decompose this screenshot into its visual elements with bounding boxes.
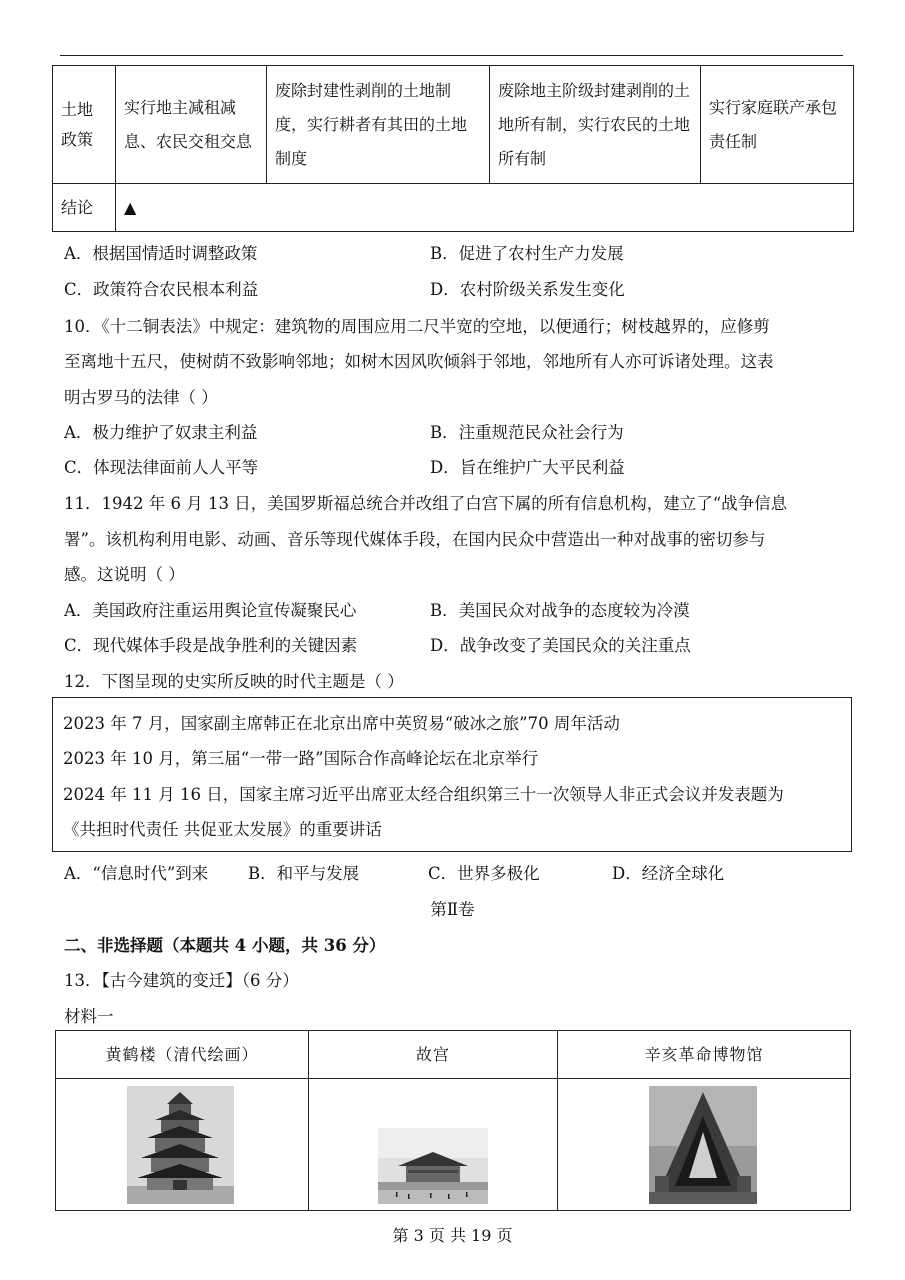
q12-box-line-3: 2024 年 11 月 16 日，国家主席习近平出席亚太经合组织第三十一次领导人非正式会议并发表题为 bbox=[63, 785, 784, 804]
q12-option-a[interactable]: A．“信息时代”到来 bbox=[64, 864, 209, 883]
q12-box-line-4: 《共担时代责任 共促亚太发展》的重要讲话 bbox=[63, 820, 382, 839]
policy-cell-4: 实行家庭联产承包责任制 bbox=[701, 66, 854, 184]
q11-option-d[interactable]: D．战争改变了美国民众的关注重点 bbox=[430, 636, 691, 655]
header-rule bbox=[60, 55, 843, 56]
q10-option-a[interactable]: A．极力维护了奴隶主利益 bbox=[64, 423, 258, 442]
q10-option-d[interactable]: D．旨在维护广大平民利益 bbox=[430, 458, 625, 477]
q11-stem-line-1: 11．1942 年 6 月 13 日，美国罗斯福总统合并改组了白宫下属的所有信息机构，建立了“战争信息 bbox=[64, 494, 788, 513]
q12-box-line-2: 2023 年 10 月，第三届“一带一路”国际合作高峰论坛在北京举行 bbox=[63, 749, 539, 768]
q12-option-c[interactable]: C．世界多极化 bbox=[428, 864, 540, 883]
row-label-land-policy: 土地政策 bbox=[53, 66, 116, 184]
q9-option-c[interactable]: C．政策符合农民根本利益 bbox=[64, 280, 259, 299]
policy-cell-1: 实行地主减租减息、农民交租交息 bbox=[116, 66, 267, 184]
page-footer: 第 3 页 共 19 页 bbox=[392, 1226, 513, 1245]
volume-title: 第Ⅱ卷 bbox=[430, 900, 475, 919]
header-revolution-museum: 辛亥革命博物馆 bbox=[558, 1031, 851, 1079]
q12-option-d[interactable]: D．经济全球化 bbox=[612, 864, 725, 883]
header-yellow-crane-tower: 黄鹤楼（清代绘画） bbox=[56, 1031, 309, 1079]
q12-box-line-1: 2023 年 7 月，国家副主席韩正在北京出席中英贸易“破冰之旅”70 周年活动 bbox=[63, 714, 620, 733]
q9-option-a[interactable]: A．根据国情适时调整政策 bbox=[64, 244, 258, 263]
header-forbidden-city: 故宫 bbox=[309, 1031, 558, 1079]
q9-option-d[interactable]: D．农村阶级关系发生变化 bbox=[430, 280, 625, 299]
conclusion-value: ▲ bbox=[116, 184, 854, 232]
q10-stem-line-3: 明古罗马的法律（ ） bbox=[64, 388, 218, 407]
yellow-crane-tower-image bbox=[127, 1086, 234, 1204]
q9-option-b[interactable]: B．促进了农村生产力发展 bbox=[430, 244, 624, 263]
q11-option-b[interactable]: B．美国民众对战争的态度较为冷漠 bbox=[430, 601, 690, 620]
q12-material-box bbox=[52, 697, 852, 852]
q12-option-b[interactable]: B．和平与发展 bbox=[248, 864, 360, 883]
q11-stem-line-3: 感。这说明（ ） bbox=[64, 565, 185, 584]
section-title: 二、非选择题（本题共 4 小题，共 36 分） bbox=[64, 936, 386, 955]
q10-stem-line-2: 至离地十五尺，使树荫不致影响邻地；如树木因风吹倾斜于邻地，邻地所有人亦可诉诸处理。这表 bbox=[64, 352, 774, 371]
q11-stem-line-2: 署”。该机构利用电影、动画、音乐等现代媒体手段，在国内民众中营造出一种对战事的密切参与 bbox=[64, 530, 766, 549]
q10-stem-line-1: 10．《十二铜表法》中规定：建筑物的周围应用二尺半宽的空地，以便通行；树枝越界的，应修剪 bbox=[64, 317, 770, 336]
q11-option-a[interactable]: A．美国政府注重运用舆论宣传凝聚民心 bbox=[64, 601, 357, 620]
policy-cell-2: 废除封建性剥削的土地制度，实行耕者有其田的土地制度 bbox=[267, 66, 490, 184]
material-label: 材料一 bbox=[64, 1007, 114, 1026]
q11-option-c[interactable]: C．现代媒体手段是战争胜利的关键因素 bbox=[64, 636, 358, 655]
conclusion-label: 结论 bbox=[53, 184, 116, 232]
forbidden-city-image bbox=[378, 1128, 488, 1204]
q13-title: 13．【古今建筑的变迁】（6 分） bbox=[64, 971, 299, 990]
policy-cell-3: 废除地主阶级封建剥削的土地所有制，实行农民的土地所有制 bbox=[490, 66, 701, 184]
land-policy-table bbox=[52, 65, 854, 232]
revolution-museum-image bbox=[649, 1086, 757, 1204]
q10-option-c[interactable]: C．体现法律面前人人平等 bbox=[64, 458, 259, 477]
q10-option-b[interactable]: B．注重规范民众社会行为 bbox=[430, 423, 624, 442]
q12-stem: 12．下图呈现的史实所反映的时代主题是（ ） bbox=[64, 672, 404, 691]
